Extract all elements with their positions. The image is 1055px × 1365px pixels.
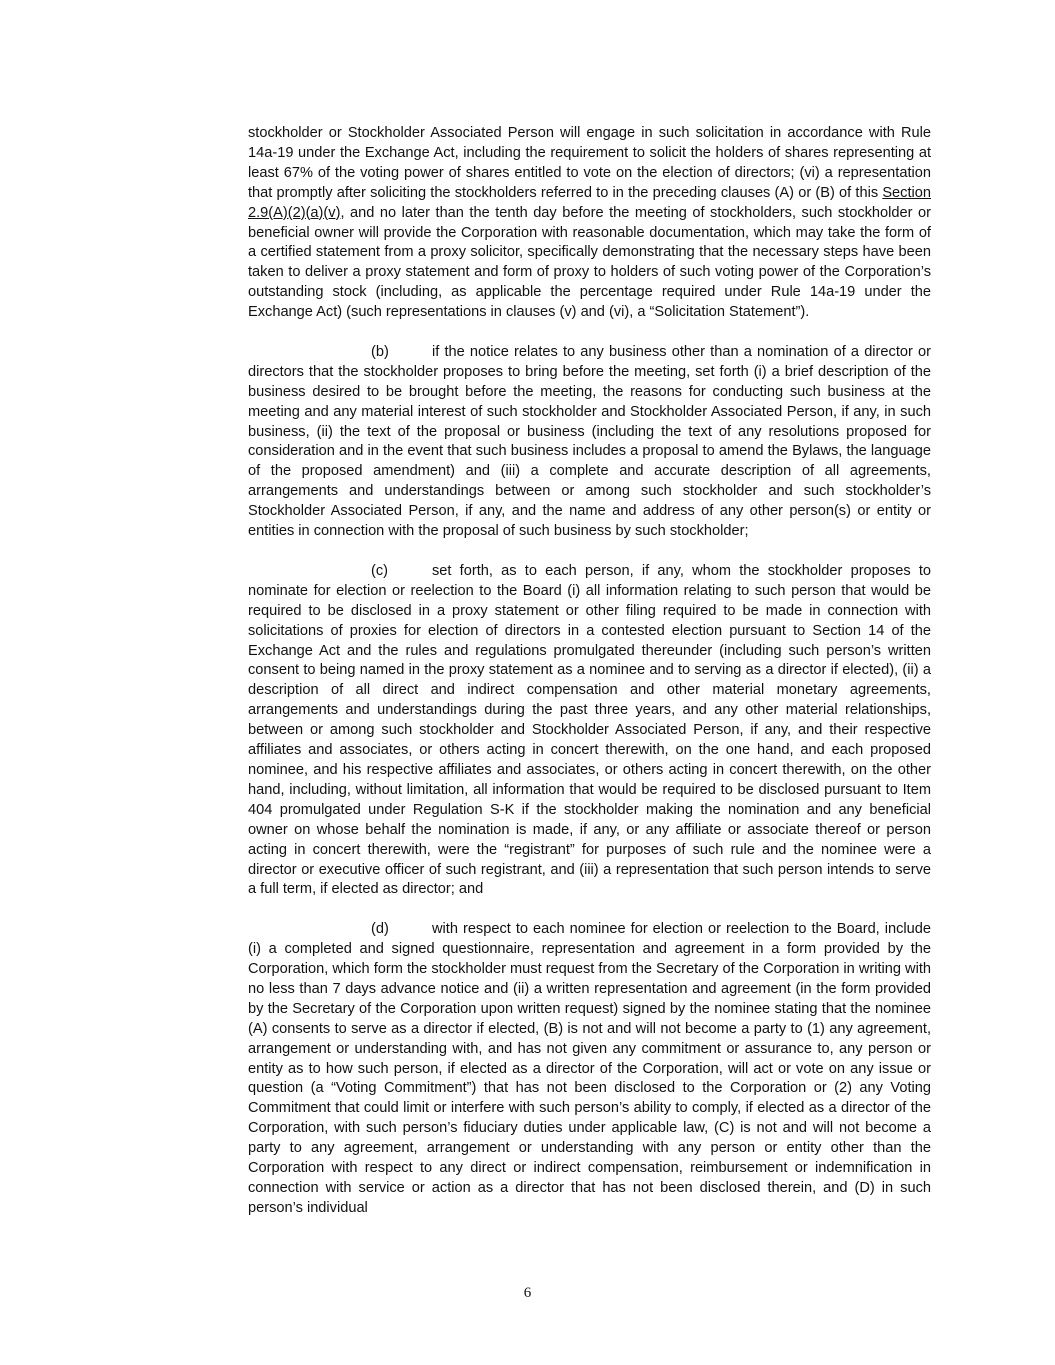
paragraph-b-text: if the notice relates to any business other than a nomination of a director or directors that the stockholder proposes to bring before the meeting, set forth (i) a brief description of the business desired to be brought before the meeting, the reasons for conducting such business at the meeting and any material interest of such stockholder and Stockholder Associated Person, if any, in such business, (ii) the text of the proposal or business (including the text of any resolutions proposed for consideration and in the event that such business includes a proposal to amend the Bylaws, the language of the proposed amendment) and (iii) a complete and accurate description of all agreements, arrangements and understandings between or among such stockholder and such stockholder’s Stockholder Associated Person, if any, and the name and address of any other person(s) or entity or entities in connection with the proposal of such business by such stockholder; [248,343,931,540]
paragraph-d-text: with respect to each nominee for election or reelection to the Board, include (i) a completed and signed questionnaire, representation and agreement in a form provided by the Corporation, which form the stockholder must request from the Secretary of the Corporation in writing with no less than 7 days advance notice and (ii) a written representation and agreement (in the form provided by the Secretary of the Corporation upon written request) signed by the nominee stating that the nominee (A) consents to serve as a director if elected, (B) is not and will not become a party to (1) any agreement, arrangement or understanding with, and has not given any commitment or assurance to, any person or entity as to how such person, if elected as a director of the Corporation, will act or vote on any issue or question (a “Voting Commitment”) that has not been disclosed to the Corporation or (2) any Voting Commitment that could limit or interfere with such person’s ability to comply, if elected as a director of the Corporation, with such person’s fiduciary duties under applicable law, (C) is not and will not become a party to any agreement, arrangement or understanding with any person or entity other than the Corporation with respect to any direct or indirect compensation, reimbursement or indemnification in connection with service or action as a director that has not been disclosed therein, and (D) in such person’s individual [248,921,931,1216]
paragraph-b [248,343,931,542]
paragraph-c [248,562,931,900]
section-reference: Section 2.9(A)(2)(a)(v) [248,184,931,221]
page-number: 6 [523,1285,532,1301]
paragraph-a-continuation [248,124,931,323]
paragraph-c-marker: (c) [371,562,389,579]
paragraph-a-text-start: stockholder or Stockholder Associated Person will engage in such solicitation in accordance with Rule 14a-19 under the Exchange Act, including the requirement to solicit the holders of shares representing at least 67% of the voting power of shares entitled to vote on the election of directors; (vi) a representation that promptly after soliciting the stockholders referred to in the preceding clauses (A) or (B) of this [248,125,931,201]
paragraph-d [248,920,931,1219]
paragraph-b-marker: (b) [371,343,389,360]
paragraph-d-marker: (d) [371,921,389,938]
document-body [248,124,931,1239]
paragraph-a-text-end: , and no later than the tenth day before the meeting of stockholders, such stockholder or beneficial owner will provide the Corporation with reasonable documentation, which may take the form of a certified statement from a proxy solicitor, specifically demonstrating that the necessary steps have been taken to deliver a proxy statement and form of proxy to holders of such voting power of the Corporation’s outstanding stock (including, as applicable the percentage required under Rule 14a-19 under the Exchange Act) (such representations in clauses (v) and (vi), a “Solicitation Statement”). [248,204,931,321]
paragraph-c-text: set forth, as to each person, if any, whom the stockholder proposes to nominate for election or reelection to the Board (i) all information relating to such person that would be required to be disclosed in a proxy statement or other filing required to be made in connection with solicitations of proxies for election of directors in a contested election pursuant to Section 14 of the Exchange Act and the rules and regulations promulgated thereunder (including such person’s written consent to being named in the proxy statement as a nominee and to serving as a director if elected), (ii) a description of all direct and indirect compensation and other material monetary agreements, arrangements and understandings during the past three years, and any other material relationships, between or among such stockholder and Stockholder Associated Person, if any, and their respective affiliates and associates, or others acting in concert therewith, on the one hand, and each proposed nominee, and his respective affiliates and associates, or others acting in concert therewith, on the other hand, including, without limitation, all information that would be required to be disclosed pursuant to Item 404 promulgated under Regulation S-K if the stockholder making the nomination and any beneficial owner on whose behalf the nomination is made, if any, or any affiliate or associate thereof or person acting in concert therewith, were the “registrant” for purposes of such rule and the nominee were a director or executive officer of such registrant, and (iii) a representation that such person intends to serve a full term, if elected as director; and [248,562,931,898]
